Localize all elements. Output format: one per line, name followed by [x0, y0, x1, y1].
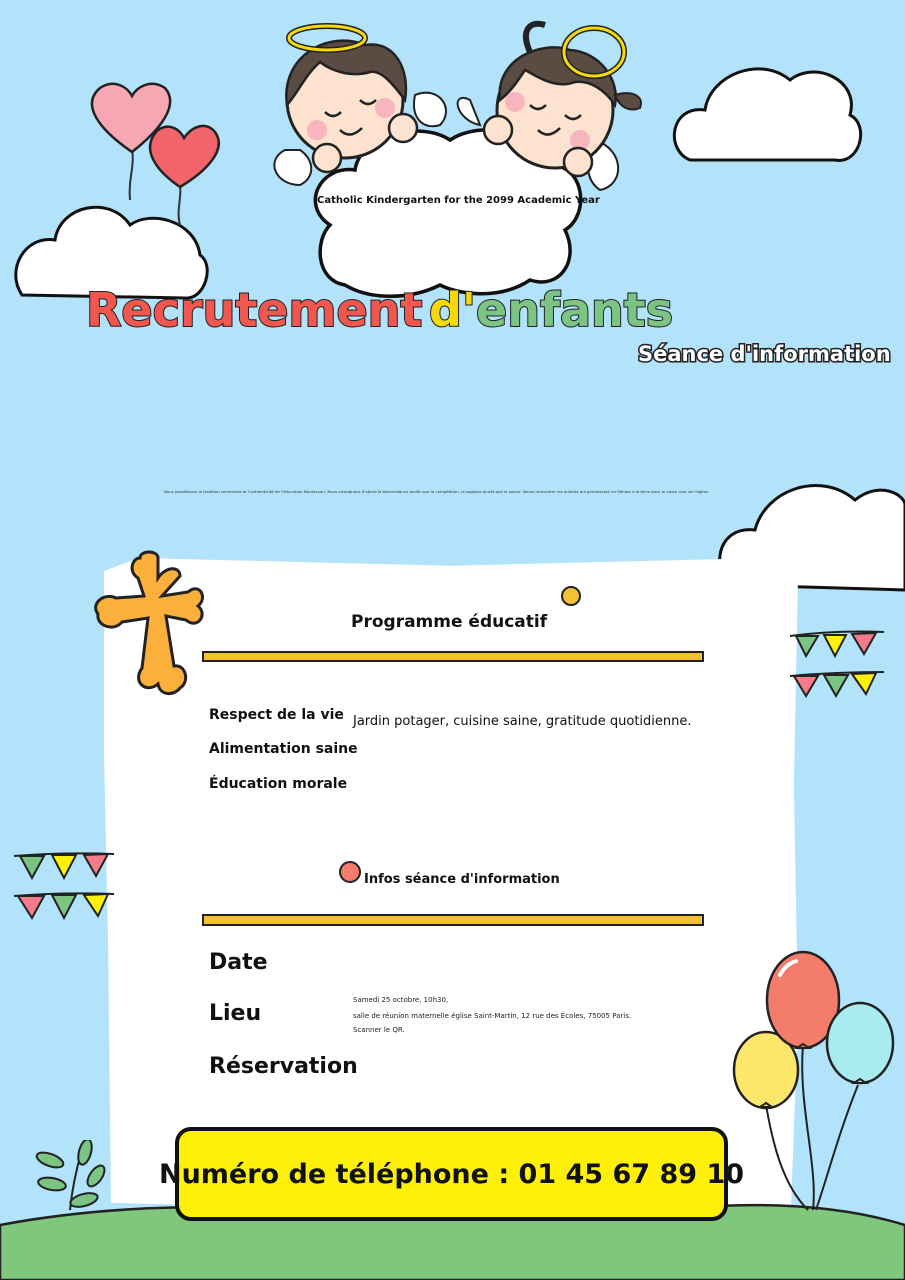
- phone-number[interactable]: Numéro de téléphone : 01 45 67 89 10: [158, 1158, 745, 1190]
- divider: [202, 651, 704, 662]
- cross-icon: [88, 548, 208, 698]
- session-label-date: Date: [209, 950, 268, 975]
- program-item: Respect de la vie: [209, 707, 344, 723]
- divider: [202, 914, 704, 926]
- bunting-icon: [786, 628, 886, 708]
- subtitle: Séance d'information: [638, 342, 891, 366]
- dot-icon: [561, 586, 581, 606]
- session-place-value: salle de réunion maternelle église Saint-Martin, 12 rue des Écoles, 75005 Paris.: [353, 1012, 632, 1020]
- title-word-2: d': [429, 283, 477, 337]
- leaf-icon: [30, 1140, 110, 1220]
- title-word-3: enfants: [476, 283, 674, 337]
- session-booking-value: Scanner le QR.: [353, 1026, 405, 1034]
- session-date-value: Samedi 25 octobre, 10h30,: [353, 996, 449, 1004]
- program-item: Éducation morale: [209, 776, 348, 792]
- phone-banner: [158, 1127, 745, 1221]
- title-word-1: Recrutement: [86, 283, 423, 337]
- intro-text: Nous perpétuons la tradition centenaire et l'authenticité de l'éducation Montessori. Nous enseignons d'abord la bienveillance plutôt que la compétition, la sagesse plutôt que le savoir. Venez rencontrer les enfants qui grandissent en flânant à la terre dans la vaste cour de l'église.: [164, 489, 710, 494]
- program-title: Programme éducatif: [351, 612, 548, 632]
- school-line: Catholic Kindergarten for the 2099 Academic Year: [317, 195, 600, 206]
- dot-icon: [339, 861, 361, 883]
- session-label-place: Lieu: [209, 1001, 262, 1026]
- bunting-icon: [10, 848, 120, 928]
- balloon-icon: [728, 945, 898, 1220]
- page-title: [86, 283, 673, 337]
- cloud-icon: [674, 69, 860, 161]
- program-item: Alimentation saine: [209, 741, 358, 757]
- heart-balloon-icon: [92, 84, 219, 225]
- session-label-booking: Réservation: [209, 1054, 358, 1079]
- program-detail: Jardin potager, cuisine saine, gratitude quotidienne.: [353, 714, 692, 729]
- session-title: Infos séance d'information: [364, 872, 560, 887]
